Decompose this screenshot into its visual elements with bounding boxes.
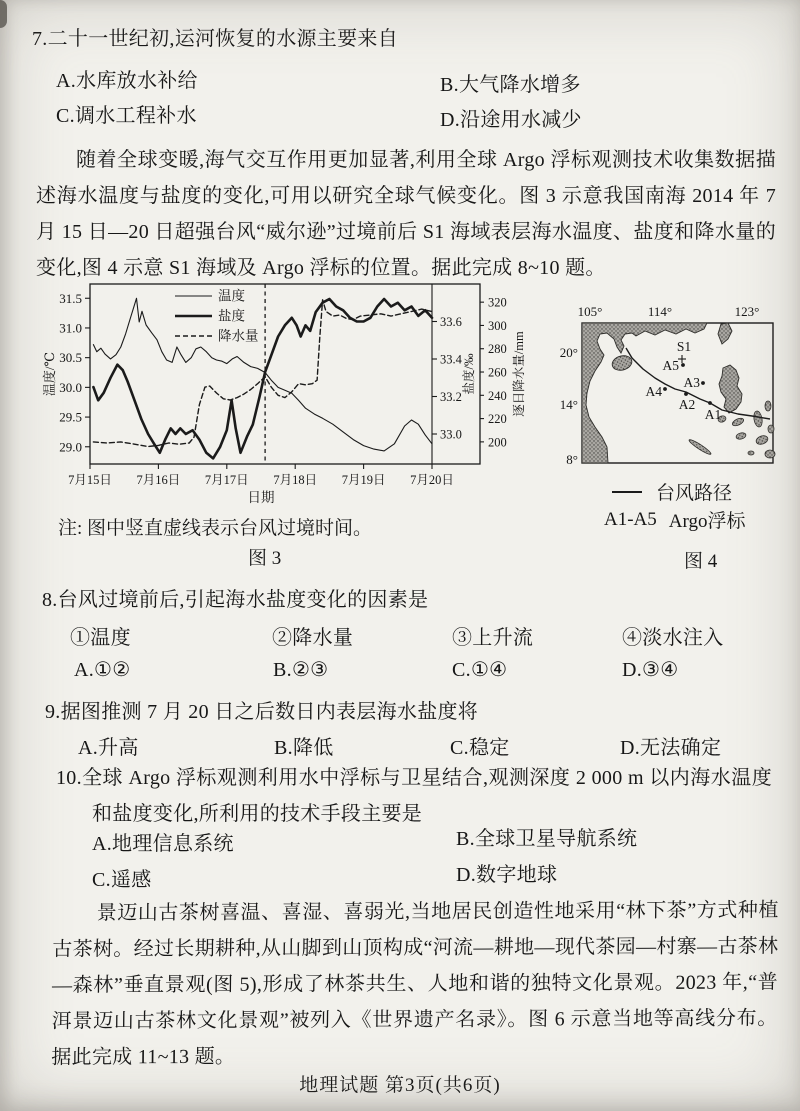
q8-option-b: B.②③ <box>273 659 329 681</box>
date-tick-label: 7月16日 <box>136 473 181 487</box>
map-lat-20: 20° <box>559 345 578 360</box>
island-taiwan <box>718 323 732 344</box>
temp-tick-label: 30.5 <box>59 350 82 366</box>
precip-tick-label: 240 <box>488 388 507 403</box>
date-tick-label: 7月15日 <box>68 473 112 487</box>
q8-item-1: ①温度 <box>70 627 131 649</box>
intro-paragraph-tea: 景迈山古茶树喜温、喜湿、喜弱光,当地居民创造性地采用“林下茶”方式种植古茶树。经过长期耕种,从山脚到山顶构成“河流—耕地—现代茶园—村寨—古茶林—森林”垂直景观(图 5),形成了林茶共生、人地和谐的独特文化景观。2023 年,“普洱景迈山古茶林文化景观”被列入《世界遗产名录》。图 6 示意当地等高线分布。据此完成 11~13 题。 <box>51 899 779 1069</box>
q10-option-c: C.遥感 <box>92 869 152 891</box>
map-lon-105: 105° <box>577 304 603 319</box>
temp-tick-label: 29.5 <box>59 409 82 425</box>
island-palawan <box>688 438 712 456</box>
legend-label-temp: 温度 <box>218 288 245 304</box>
q7-stem: 7.二十一世纪初,运河恢复的水源主要来自 <box>32 28 398 50</box>
map-label-a2: A2 <box>678 397 696 412</box>
q9-stem: 9.据图推测 7 月 20 日之后数日内表层海水盐度将 <box>45 701 479 723</box>
date-tick-label: 7月18日 <box>273 473 318 487</box>
figure4-map <box>537 288 782 473</box>
buoy-dot-a4 <box>663 387 667 391</box>
map-lat-8: 8° <box>566 452 578 467</box>
date-tick-label: 7月19日 <box>341 473 386 487</box>
q8-option-d: D.③④ <box>622 659 679 681</box>
island-hainan <box>611 354 634 373</box>
temp-tick-label: 31.5 <box>59 290 82 306</box>
intro-paragraph-argo: 随着全球变暖,海气交互作用更加显著,利用全球 Argo 浮标观测技术收集数据描述海水温度与盐度的变化,可用以研究全球气候变化。图 3 示意我国南海 2014 年 7 月 15 日—20 日超强台风“威尔逊”过境前后 S1 海域表层海水温度、盐度和降水量的变化,图 4 示意 S1 海域及 Argo 浮标的位置。据此完成 8~10 题。 <box>36 149 776 279</box>
page-footer: 地理试题 第3页(共6页) <box>299 1075 501 1096</box>
figure4-caption: 图 4 <box>684 551 718 572</box>
q8-option-a: A.①② <box>74 659 131 681</box>
legend-label-salinity: 盐度 <box>218 308 245 324</box>
map-legend-track <box>612 478 732 505</box>
map-label-a3: A3 <box>683 375 700 390</box>
q7-option-b: B.大气降水增多 <box>440 74 581 96</box>
map-label-a4: A4 <box>645 384 662 399</box>
map-label-s1: S1 <box>676 339 692 354</box>
map-legend-buoys-range: A1-A5 <box>604 508 657 530</box>
map-legend-buoys-label: Argo浮标 <box>668 511 746 532</box>
q10-option-d: D.数字地球 <box>456 864 558 886</box>
precip-axis-title: 逐日降水量/mm <box>512 331 526 417</box>
q9-option-b: B.降低 <box>274 737 334 759</box>
salinity-axis-title: 盐度/‰ <box>462 353 476 395</box>
salinity-tick-label: 33.6 <box>440 315 462 329</box>
map-legend-buoys <box>604 506 746 533</box>
buoy-dot-a1 <box>708 401 712 405</box>
x-axis-title: 日期 <box>247 490 275 505</box>
q8-item-4: ④淡水注入 <box>622 627 724 649</box>
q8-item-2: ②降水量 <box>272 627 354 649</box>
figure3-caption: 图 3 <box>248 548 282 569</box>
salinity-tick-label: 33.0 <box>440 427 462 442</box>
q10-stem: 10.全球 Argo 浮标观测利用水中浮标与卫星结合,观测深度 2 000 m 以内海水温度和盐度变化,所利用的技术手段主要是 <box>56 767 772 825</box>
precip-tick-label: 300 <box>488 318 507 333</box>
scan-smudge <box>0 0 7 28</box>
s1-cross-marker <box>678 355 686 363</box>
q8-stem: 8.台风过境前后,引起海水盐度变化的因素是 <box>42 589 429 611</box>
precip-tick-label: 320 <box>488 295 507 310</box>
track-line-sample <box>612 491 642 493</box>
salinity-tick-label: 33.4 <box>440 352 462 367</box>
q8-option-c: C.①④ <box>452 659 508 681</box>
buoy-dot-a3 <box>701 381 705 385</box>
map-lon-123: 123° <box>734 304 760 319</box>
precip-tick-label: 280 <box>488 342 507 357</box>
temp-tick-label: 29.0 <box>59 439 82 455</box>
salinity-tick-label: 33.2 <box>440 390 462 404</box>
date-tick-label: 7月20日 <box>410 473 454 487</box>
q9-option-d: D.无法确定 <box>620 737 722 759</box>
date-tick-label: 7月17日 <box>204 473 249 487</box>
temp-tick-label: 31.0 <box>59 320 82 336</box>
q10-option-a: A.地理信息系统 <box>92 833 234 855</box>
map-lat-14: 14° <box>559 397 578 412</box>
legend-label-precip: 降水量 <box>218 328 259 344</box>
map-legend-track-label: 台风路径 <box>656 483 733 504</box>
temp-axis-title: 温度/℃ <box>42 351 57 397</box>
q7-option-a: A.水库放水补给 <box>56 70 198 92</box>
q7-option-d: D.沿途用水减少 <box>440 109 582 131</box>
buoy-dot-a2 <box>684 392 688 396</box>
temp-tick-label: 30.0 <box>59 379 82 395</box>
precip-tick-label: 260 <box>488 365 507 380</box>
precip-tick-label: 220 <box>488 412 507 427</box>
q9-option-a: A.升高 <box>78 737 139 759</box>
figure3-chart <box>40 276 545 506</box>
precip-tick-label: 200 <box>488 435 507 450</box>
figure3-note: 注: 图中竖直虚线表示台风过境时间。 <box>58 518 373 539</box>
island-luzon <box>719 365 742 413</box>
q8-item-3: ③上升流 <box>452 627 534 649</box>
q7-option-c: C.调水工程补水 <box>56 105 197 127</box>
q9-option-c: C.稳定 <box>450 737 510 759</box>
map-lon-114: 114° <box>647 304 673 319</box>
map-label-a5: A5 <box>662 358 679 373</box>
buoy-dot-a5 <box>681 363 685 367</box>
q10-option-b: B.全球卫星导航系统 <box>456 828 638 850</box>
map-label-a1: A1 <box>704 407 722 422</box>
